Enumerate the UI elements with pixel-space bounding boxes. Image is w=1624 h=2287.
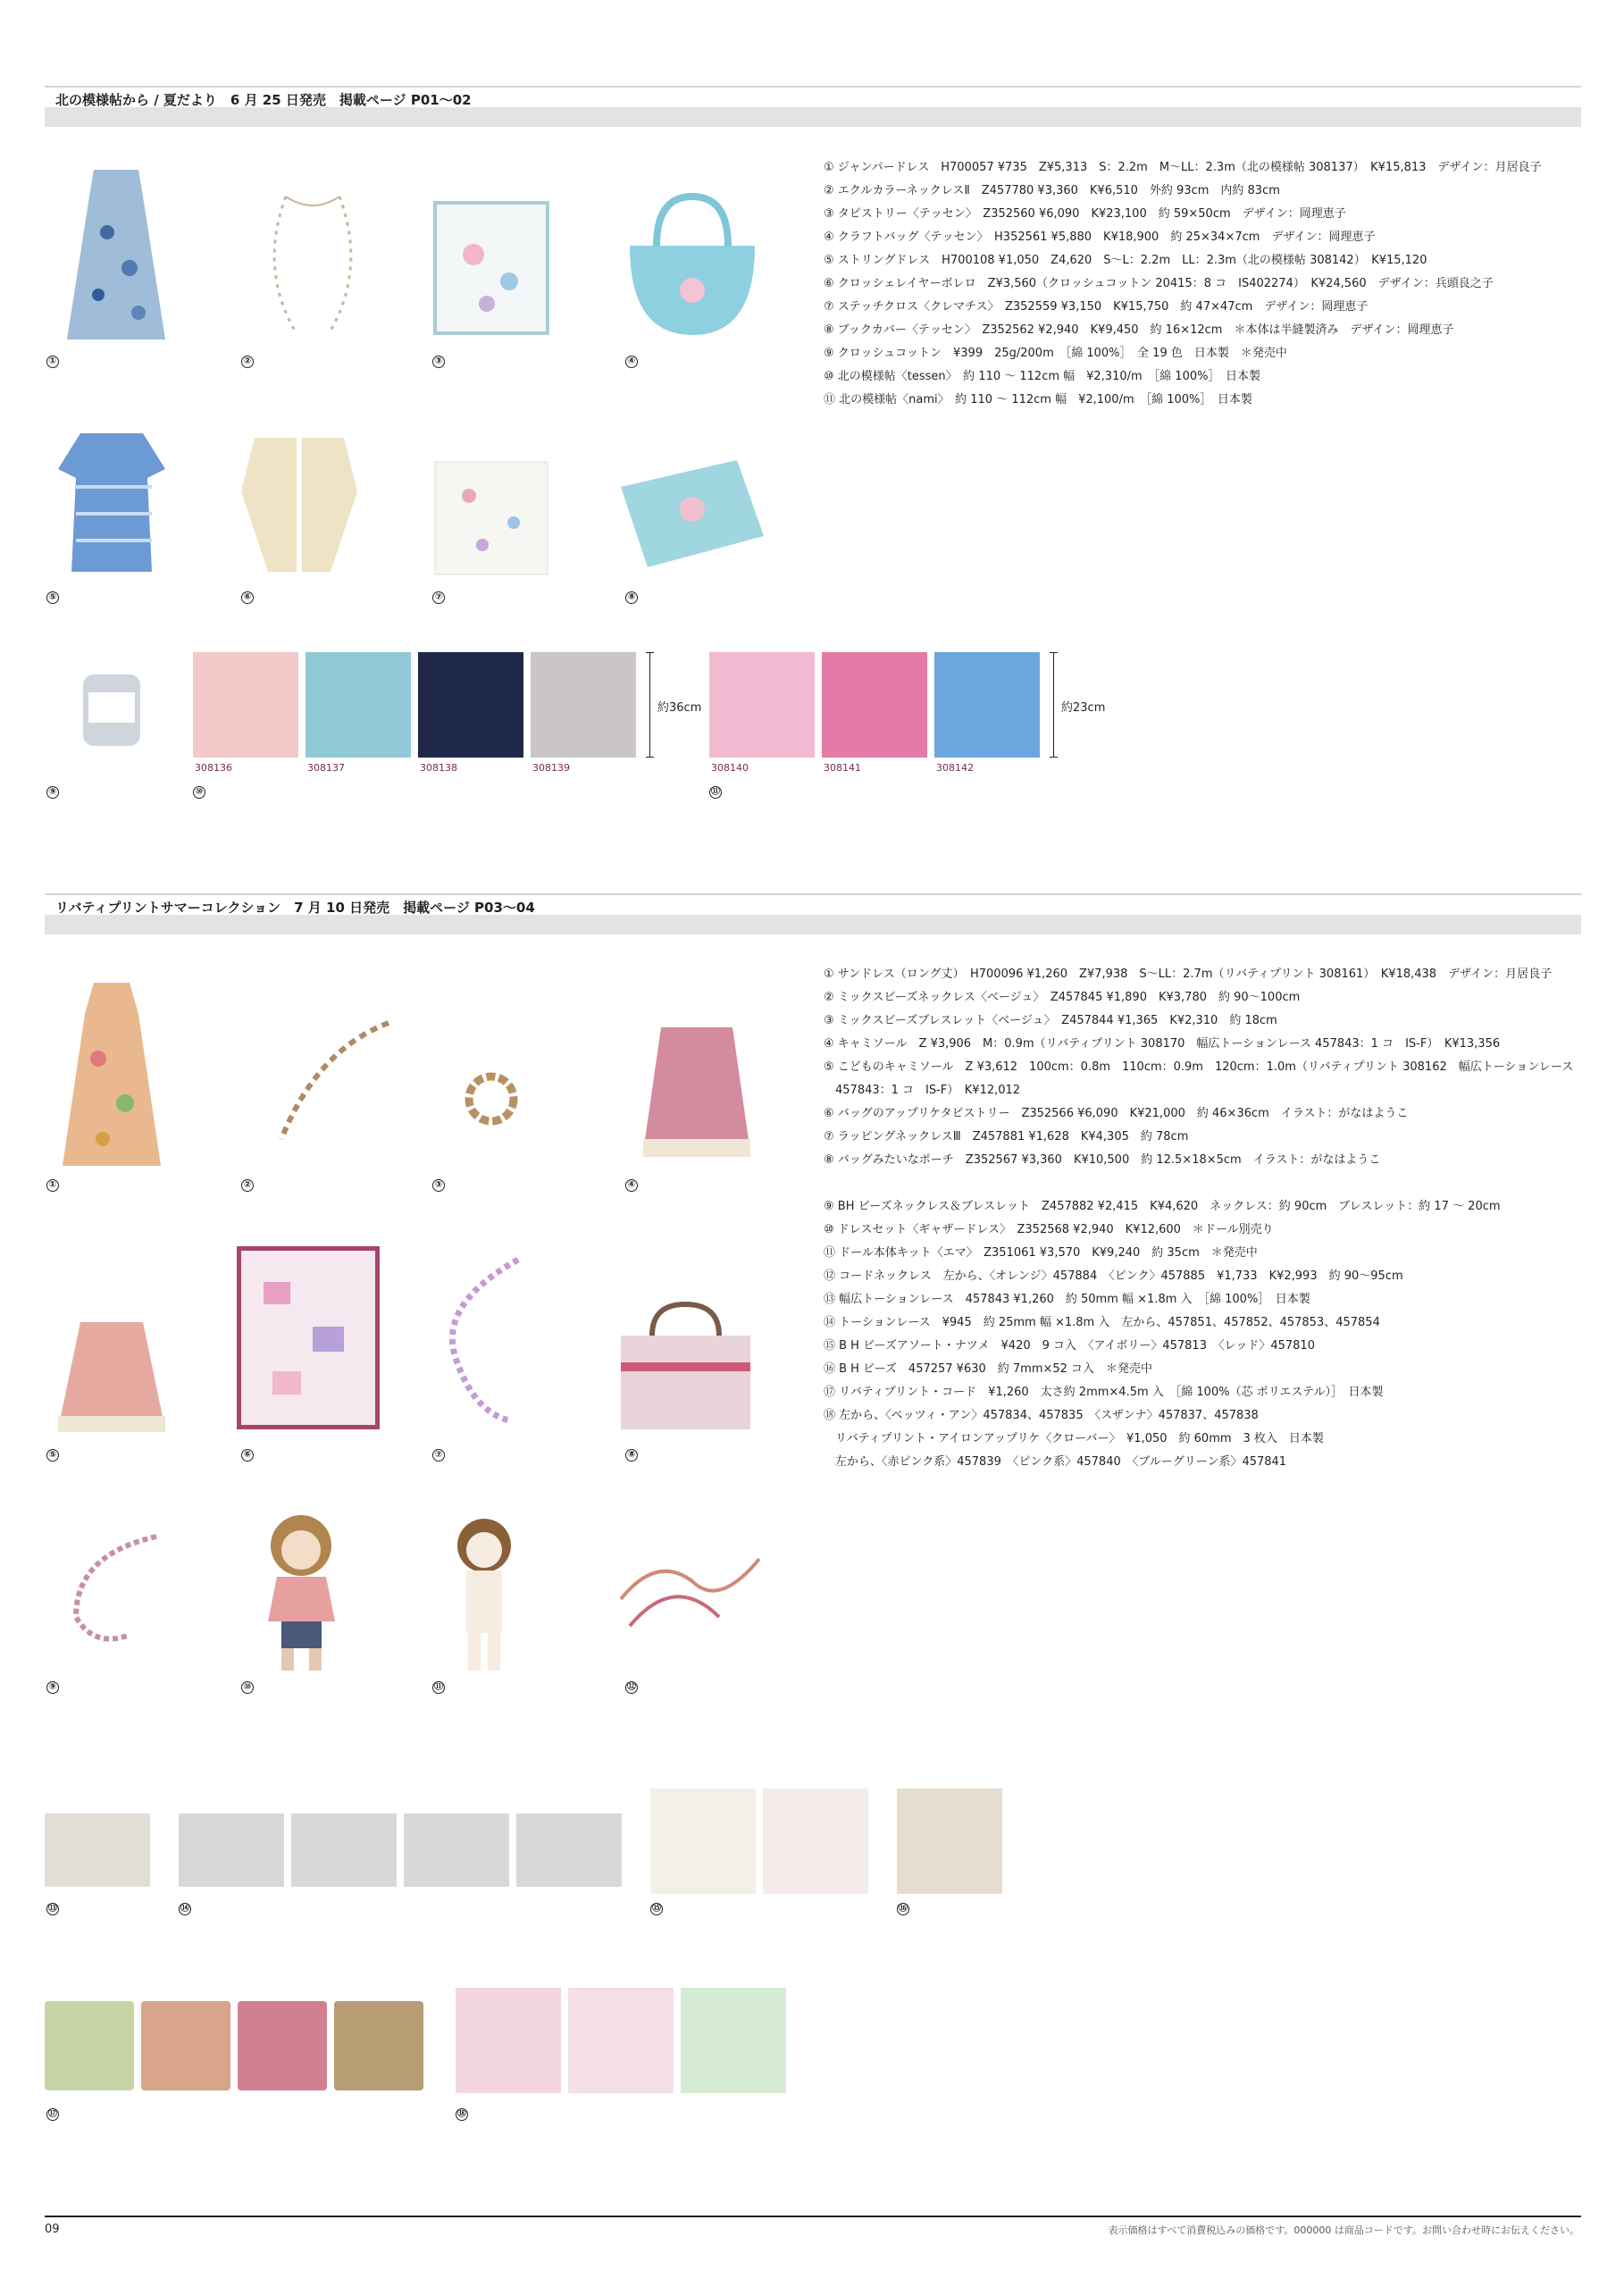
- photo-num: ⑨: [46, 786, 59, 799]
- mix-beads-necklace-photo: [264, 1014, 398, 1148]
- section1-header: [45, 86, 1581, 125]
- photo-num: ⑰: [48, 2109, 57, 2119]
- price-note: 表示価格はすべて消費税込みの価格です。000000 は商品コードです。お問い合わせ時にお伝えください。: [1108, 2224, 1579, 2236]
- kids-camisole-photo: [54, 1313, 170, 1438]
- photo-num: ⑥: [241, 1449, 254, 1462]
- doll-dress-set-photo: [255, 1510, 348, 1675]
- cord-necklace-photo: [612, 1546, 768, 1644]
- section2-header: [45, 893, 1581, 933]
- photo-num: ⑬: [48, 1904, 57, 1914]
- list-item: ① サンドレス（ロング丈） H700096 ¥1,260 Z¥7,938 S〜LL：2.7m（リバティプリント 308161） K¥18,438 デザイン：月居良子: [824, 968, 1553, 981]
- wide-torchon-lace-photo: [45, 1814, 150, 1887]
- photo-num: ②: [241, 356, 254, 368]
- bag-pouch-photo: [616, 1300, 755, 1434]
- list-item: ⑨ クロッシュコットン ¥399 25g/200m ［綿 100%］ 全 19 色 日本製 ＊発売中: [824, 347, 1287, 360]
- fabric-swatch: [418, 652, 523, 758]
- fabric-width-label: 約36cm: [657, 701, 702, 715]
- book-cover-photo: [612, 451, 773, 576]
- photo-num: ④: [625, 1179, 638, 1192]
- fabric-swatch: [709, 652, 815, 758]
- photo-num: ⑫: [627, 1682, 636, 1692]
- list-item: 左から、〈赤ピンク系〉457839 〈ピンク系〉457840 〈ブルーグリーン系〉457841: [824, 1455, 1287, 1469]
- photo-num: ③: [432, 1179, 445, 1192]
- measure-cap: [1050, 652, 1058, 653]
- list-spacer: [824, 1172, 1592, 1195]
- fabric-code: 308136: [195, 762, 232, 774]
- fabric-swatch: [822, 652, 927, 758]
- list-item: ⑧ バッグみたいなポーチ Z352567 ¥3,360 K¥10,500 約 12.5×18×5cm イラスト：がなはようこ: [824, 1153, 1381, 1167]
- stitch-cloth-photo: [433, 460, 549, 576]
- photo-num: ⑤: [46, 1449, 59, 1462]
- list-item: ④ キャミソール Z ¥3,906 M：0.9m（リバティプリント 308170 幅広トーションレース 457843：1 コ IS-F） K¥13,356: [824, 1037, 1501, 1051]
- list-item: ⑭ トーションレース ¥945 約 25mm 幅 ×1.8m 入 左から、457851、457852、457853、457854: [824, 1316, 1380, 1329]
- list-item: ⑬ 幅広トーションレース 457843 ¥1,260 約 50mm 幅 ×1.8m 入 ［綿 100%］ 日本製: [824, 1293, 1310, 1306]
- measure-cap: [1050, 757, 1058, 758]
- footer-rule: [45, 2216, 1581, 2217]
- craft-bag-tessen-photo: [621, 192, 764, 339]
- list-item: ⑤ こどものキャミソール Z ¥3,612 100cm：0.8m 110cm：0.9m 120cm：1.0m（リバティプリント 308162 幅広トーションレース: [824, 1060, 1574, 1074]
- photo-num: ⑦: [432, 1449, 445, 1462]
- section1-item-list: [824, 156, 1592, 412]
- fabric-code: 308138: [420, 762, 457, 774]
- crochet-bolero-photo: [237, 429, 362, 576]
- fabric-code: 308139: [532, 762, 570, 774]
- mix-beads-bracelet-photo: [460, 1068, 523, 1130]
- list-item: ① ジャンパードレス H700057 ¥735 Z¥5,313 S：2.2m M〜LL：2.3m（北の模様帖 308137） K¥15,813 デザイン：月居良子: [824, 161, 1542, 174]
- photo-num: ⑤: [46, 591, 59, 604]
- torchon-lace-photo: [516, 1814, 622, 1887]
- torchon-lace-photo: [179, 1814, 284, 1887]
- section2-title: リバティプリントサマーコレクション 7 月 10 日発売 掲載ページ P03〜04: [55, 900, 535, 916]
- list-item: ⑤ ストリングドレス H700108 ¥1,050 Z4,620 S〜L：2.2m LL：2.3m（北の模様帖 308142） K¥15,120: [824, 254, 1427, 267]
- photo-num: ⑪: [711, 787, 720, 797]
- photo-num: ⑯: [899, 1904, 908, 1914]
- photo-num: ④: [625, 356, 638, 368]
- measure-line: [1053, 652, 1054, 758]
- photo-num: ⑥: [241, 591, 254, 604]
- list-item: ④ クラフトバッグ〈テッセン〉 H352561 ¥5,880 K¥18,900 約 25×34×7cm デザイン：岡理恵子: [824, 230, 1376, 244]
- list-item: ⑧ ブックカバー〈テッセン〉 Z352562 ¥2,940 K¥9,450 約 16×12cm ＊本体は半縫製済み デザイン：岡理恵子: [824, 323, 1454, 337]
- list-item: ⑥ バッグのアップリケタピストリー Z352566 ¥6,090 K¥21,000 約 46×36cm イラスト：がなはようこ: [824, 1107, 1409, 1120]
- list-item: ⑨ BH ビーズネックレス＆ブレスレット Z457882 ¥2,415 K¥4,620 ネックレス：約 90cm ブレスレット：約 17 〜 20cm: [824, 1200, 1501, 1213]
- section1-title: 北の模様帖から / 夏だより 6 月 25 日発売 掲載ページ P01〜02: [55, 92, 472, 108]
- sun-dress-photo: [58, 978, 165, 1170]
- photo-num: ⑮: [652, 1904, 661, 1914]
- list-item: ⑥ クロッシェレイヤーボレロ Z¥3,560（クロッシュコットン 20415：8 コ IS402274） K¥24,560 デザイン：兵頭良之子: [824, 277, 1494, 290]
- photo-num: ③: [432, 356, 445, 368]
- photo-num: ⑦: [432, 591, 445, 604]
- list-item: ⑪ ドール本体キット〈エマ〉 Z351061 ¥3,570 K¥9,240 約 35cm ＊発売中: [824, 1246, 1258, 1260]
- photo-num: ⑧: [625, 1449, 638, 1462]
- list-item: ③ ミックスビーズブレスレット〈ベージュ〉 Z457844 ¥1,365 K¥2,310 約 18cm: [824, 1014, 1277, 1027]
- list-item: ③ タピストリー〈テッセン〉 Z352560 ¥6,090 K¥23,100 約 59×50cm デザイン：岡理恵子: [824, 207, 1346, 221]
- string-dress-photo: [54, 424, 170, 581]
- photo-num: ⑭: [180, 1904, 189, 1914]
- list-item: リバティプリント・アイロンアップリケ〈クローバー〉 ¥1,050 約 60mm 3 枚入 日本製: [824, 1432, 1324, 1445]
- section2-item-list: [824, 963, 1592, 1474]
- fabric-code: 308140: [711, 762, 749, 774]
- clover-applique-photo: [456, 1988, 561, 2093]
- bh-beads-photo: [897, 1789, 1002, 1894]
- liberty-cord-photo: [45, 2001, 134, 2090]
- tapestry-tessen-photo: [433, 201, 549, 335]
- fabric-code: 308137: [307, 762, 345, 774]
- photo-num: ⑨: [46, 1681, 59, 1694]
- measure-cap: [646, 757, 654, 758]
- section1-band: [45, 107, 1581, 127]
- crochet-cotton-photo: [76, 666, 147, 750]
- bh-beads-assort-photo: [763, 1789, 868, 1894]
- list-item: ⑩ 北の模様帖〈tessen〉 約 110 〜 112cm 幅 ¥2,310/m ［綿 100%］ 日本製: [824, 370, 1260, 383]
- camisole-photo: [634, 1018, 759, 1161]
- list-item: ⑪ 北の模様帖〈nami〉 約 110 〜 112cm 幅 ¥2,100/m ［綿 100%］ 日本製: [824, 393, 1252, 406]
- fabric-swatch: [306, 652, 411, 758]
- clover-applique-photo: [568, 1988, 674, 2093]
- list-item: ② ミックスビーズネックレス〈ベージュ〉 Z457845 ¥1,890 K¥3,780 約 90〜100cm: [824, 991, 1301, 1004]
- list-item: 457843：1 コ IS-F） K¥12,012: [824, 1084, 1021, 1097]
- fabric-swatch: [531, 652, 636, 758]
- photo-num: ⑱: [457, 2109, 466, 2119]
- torchon-lace-photo: [404, 1814, 509, 1887]
- photo-num: ②: [241, 1179, 254, 1192]
- list-item: ⑦ ラッピングネックレスⅢ Z457881 ¥1,628 K¥4,305 約 78cm: [824, 1130, 1189, 1144]
- ecru-necklace-photo: [250, 188, 375, 339]
- section2-band: [45, 915, 1581, 934]
- bag-applique-tapestry-photo: [237, 1246, 380, 1429]
- fabric-swatch: [193, 652, 298, 758]
- photo-num: ①: [46, 1179, 59, 1192]
- wrapping-necklace-photo: [429, 1251, 536, 1429]
- measure-line: [649, 652, 650, 758]
- list-item: ⑩ ドレスセット〈ギャザードレス〉 Z352568 ¥2,940 K¥12,600 ＊ドール別売り: [824, 1223, 1274, 1236]
- list-item: ⑦ ステッチクロス〈クレマチス〉 Z352559 ¥3,150 K¥15,750 約 47×47cm デザイン：岡理恵子: [824, 300, 1369, 314]
- list-item: ⑱ 左から、〈ペッツィ・アン〉457834、457835 〈スザンナ〉457837、457838: [824, 1409, 1259, 1422]
- photo-num: ①: [46, 356, 59, 368]
- photo-num: ⑩: [193, 786, 205, 799]
- list-item: ⑯ B H ビーズ 457257 ¥630 約 7mm×52 コ入 ＊発売中: [824, 1362, 1153, 1376]
- fabric-swatch: [934, 652, 1040, 758]
- page-number: 09: [45, 2223, 60, 2236]
- torchon-lace-photo: [291, 1814, 397, 1887]
- liberty-cord-photo: [238, 2001, 327, 2090]
- fabric-width-label: 約23cm: [1061, 701, 1106, 715]
- list-item: ⑰ リバティプリント・コード ¥1,260 太さ約 2mm×4.5m 入 ［綿 100%（芯 ポリエステル）］ 日本製: [824, 1386, 1384, 1399]
- fabric-code: 308141: [824, 762, 861, 774]
- clover-applique-photo: [681, 1988, 786, 2093]
- bh-beads-assort-photo: [650, 1789, 756, 1894]
- liberty-cord-photo: [334, 2001, 423, 2090]
- doll-body-kit-photo: [447, 1510, 523, 1675]
- list-item: ⑮ B H ビーズアソート・ナツメ ¥420 9 コ入 〈アイボリー〉457813 〈レッド〉457810: [824, 1339, 1315, 1353]
- photo-num: ⑪: [434, 1682, 443, 1692]
- jumper-dress-photo: [54, 161, 179, 348]
- list-item: ② エクルカラーネックレスⅡ Z457780 ¥3,360 K¥6,510 外約 93cm 内約 83cm: [824, 184, 1280, 197]
- photo-num: ⑩: [241, 1681, 254, 1694]
- fabric-code: 308142: [936, 762, 974, 774]
- photo-num: ⑧: [625, 591, 638, 604]
- list-item: ⑫ コードネックレス 左から、〈オレンジ〉457884 〈ピンク〉457885 ¥1,733 K¥2,993 約 90〜95cm: [824, 1269, 1403, 1283]
- measure-cap: [646, 652, 654, 653]
- liberty-cord-photo: [141, 2001, 230, 2090]
- bh-beads-necklace-photo: [58, 1528, 174, 1653]
